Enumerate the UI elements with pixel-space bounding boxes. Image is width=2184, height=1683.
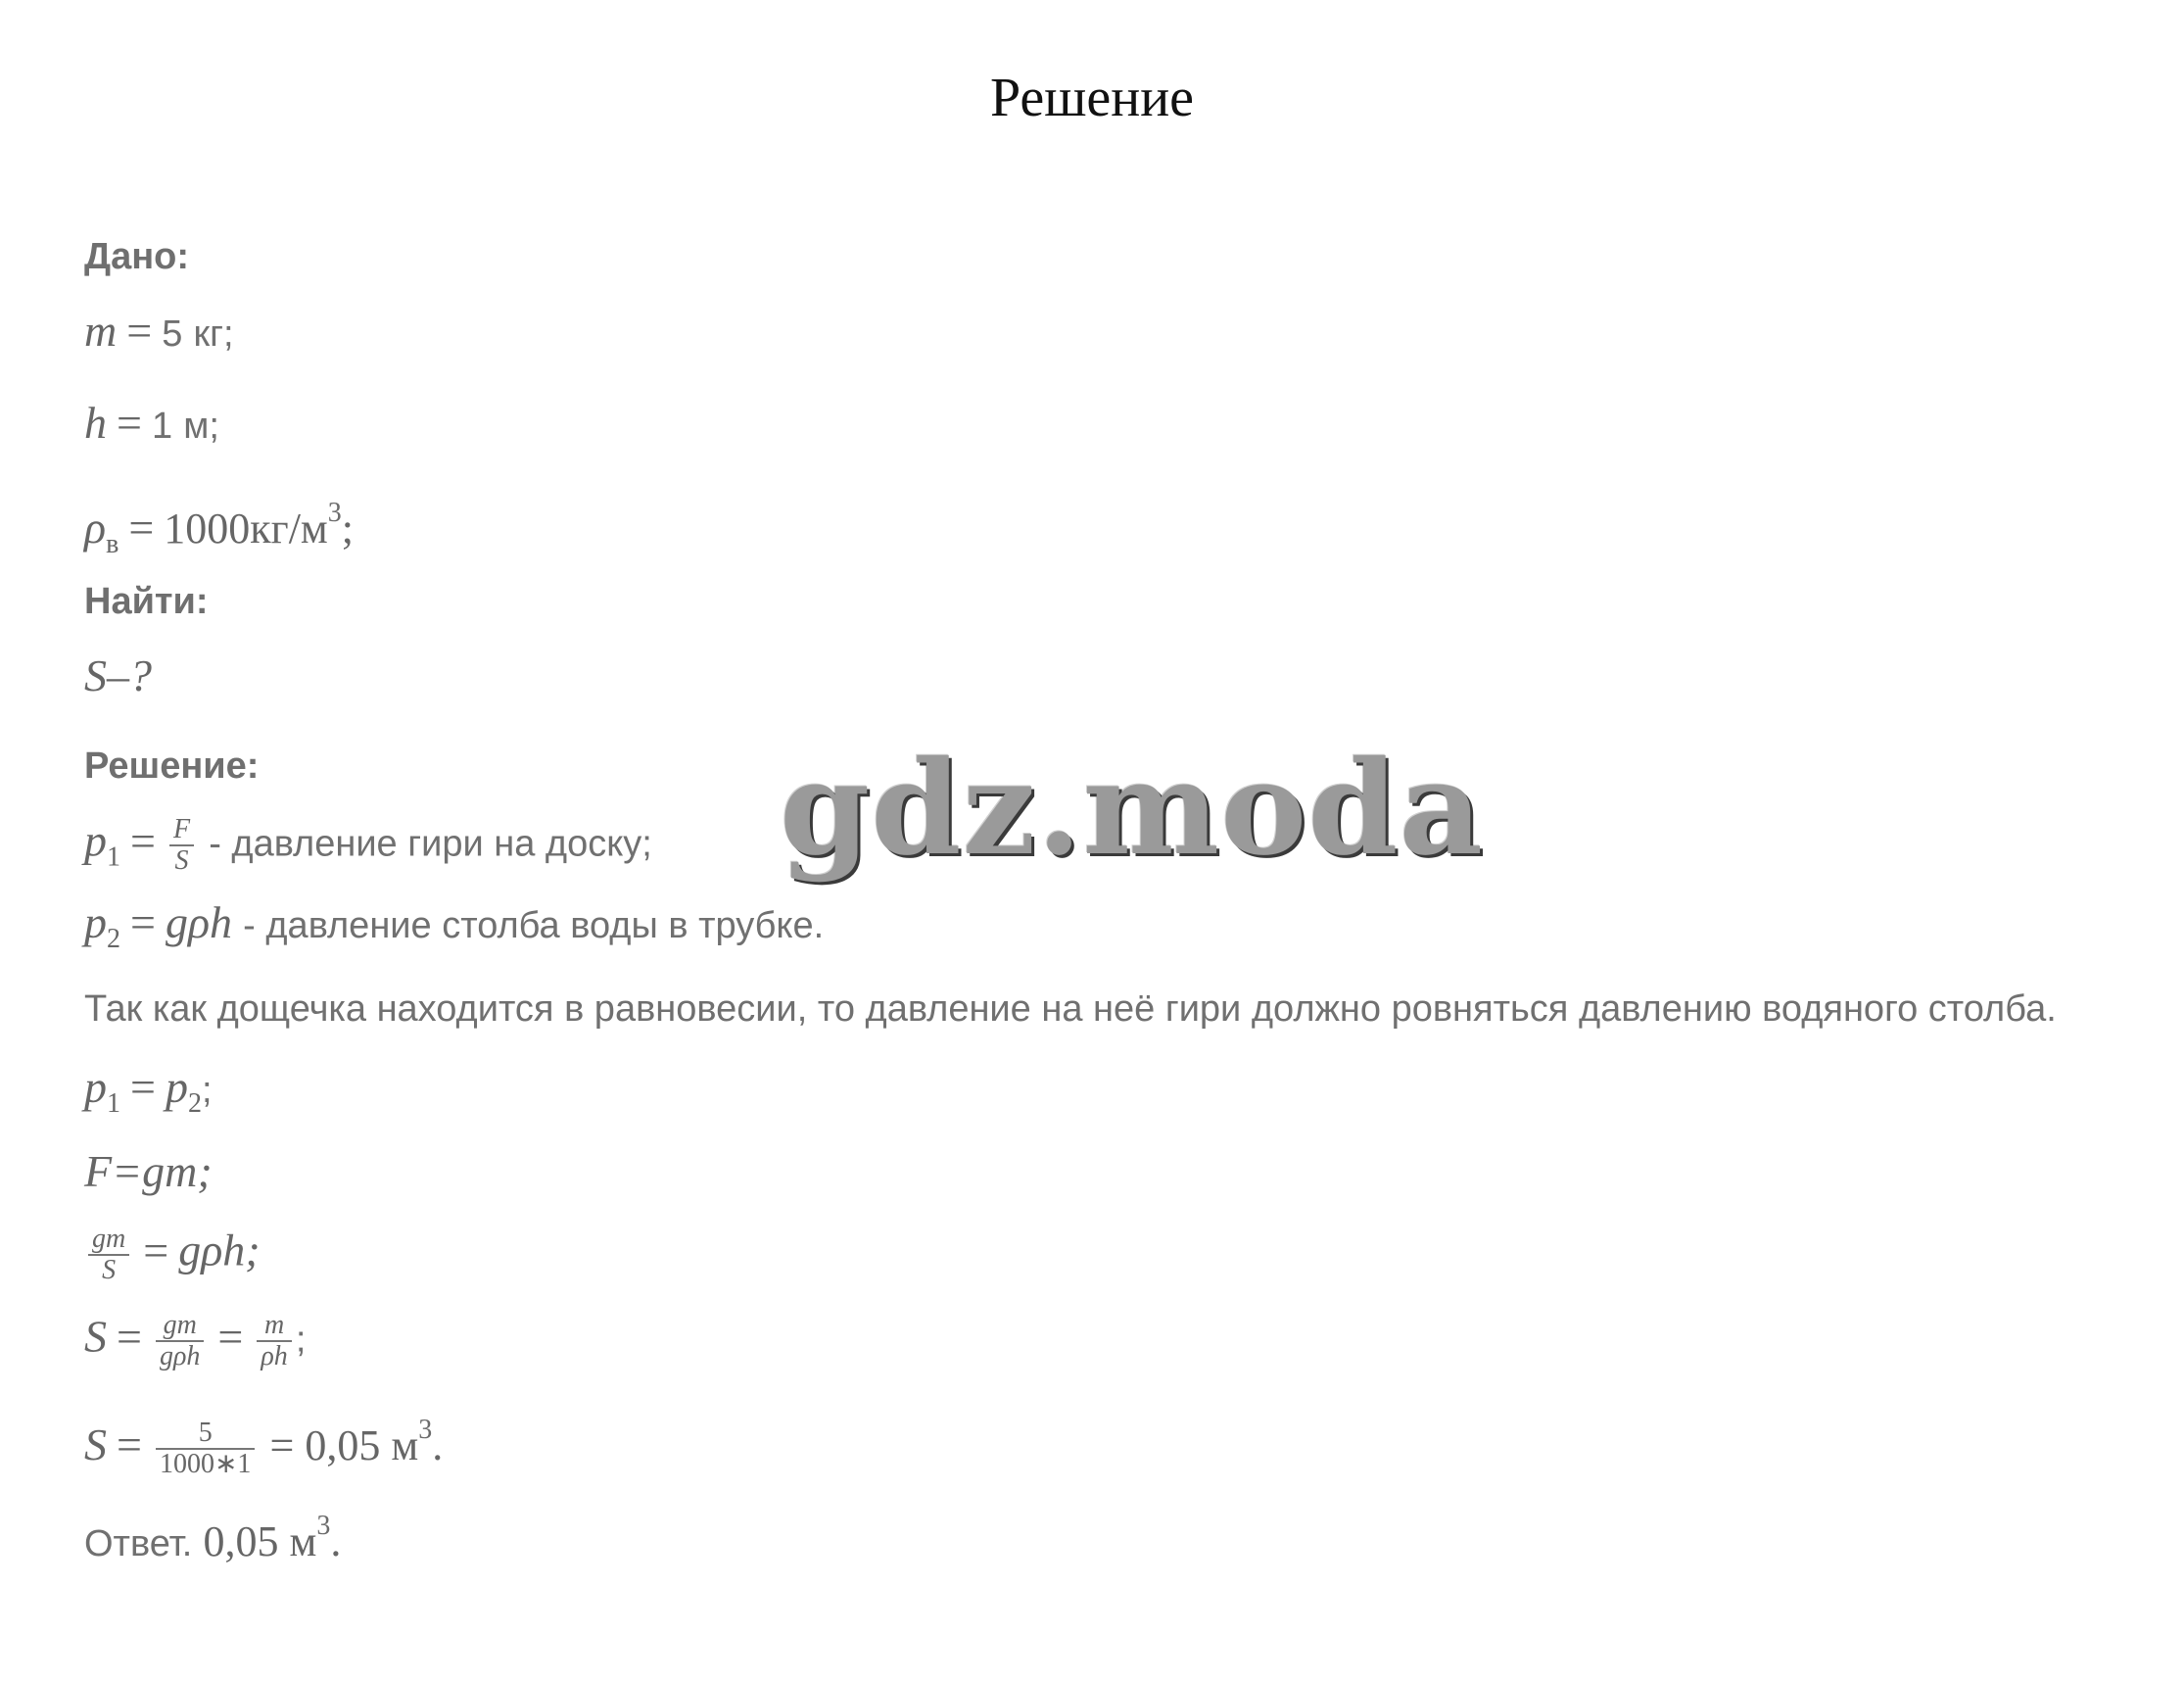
equals-sign: = (126, 306, 153, 356)
density-variable: ρ (84, 503, 107, 553)
eq3-fraction (88, 1225, 129, 1285)
area-formula-line (84, 1311, 306, 1371)
eq4-denominator-2: ρh (261, 1341, 288, 1371)
equals-sign: = (217, 1311, 244, 1362)
eq5-result: = 0,05 м (269, 1421, 419, 1469)
pressure-weight-line (84, 815, 652, 882)
eq5-denominator: 1000∗1 (159, 1449, 252, 1480)
find-expression: S–? (84, 650, 152, 700)
p1-numerator: F (169, 815, 194, 846)
height-unit: м; (183, 406, 219, 447)
pressure-water-line (84, 899, 824, 963)
mass-variable: m (84, 306, 118, 356)
force-equation: F=gm; (84, 1146, 213, 1196)
density-exponent: 3 (327, 498, 342, 528)
density-end: ; (341, 505, 355, 553)
page-title: Решение (989, 68, 1195, 128)
area-calculation-line (84, 1407, 443, 1479)
answer-exponent: 3 (316, 1511, 331, 1541)
p1-variable: p (84, 815, 107, 866)
eq1-right-variable: p (165, 1062, 188, 1112)
solution-label: Решение: (84, 745, 260, 787)
answer-value: 0,05 м (203, 1517, 317, 1565)
eq4-numerator-1: gm (156, 1311, 204, 1342)
height-variable: h (84, 398, 107, 448)
answer-line (84, 1503, 341, 1567)
eq1-right-subscript: 2 (187, 1088, 202, 1119)
density-value: 1000кг/м (164, 505, 328, 553)
eq5-numerator: 5 (156, 1419, 255, 1450)
eq5-fraction (156, 1419, 255, 1479)
force-line (84, 1148, 213, 1197)
eq3-denominator: S (102, 1255, 117, 1285)
equality-line (84, 1064, 213, 1128)
eq1-end: ; (201, 1070, 213, 1111)
given-density-line (84, 490, 354, 568)
eq4-fraction-2 (257, 1311, 291, 1371)
p2-expression: gρh (165, 897, 233, 947)
mass-unit: кг; (193, 313, 234, 355)
p1-fraction (169, 815, 194, 876)
mass-value: 5 (162, 313, 183, 355)
p2-subscript: 2 (107, 924, 120, 954)
p1-denominator: S (174, 845, 189, 876)
find-label: Найти: (84, 581, 209, 622)
eq3-numerator: gm (88, 1225, 129, 1256)
answer-label: Ответ. (84, 1523, 193, 1564)
equals-sign: = (117, 398, 142, 448)
equals-sign: = (143, 1225, 169, 1275)
equals-sign: = (117, 1311, 142, 1362)
eq5-end: . (432, 1421, 444, 1469)
eq5-exponent: 3 (418, 1415, 433, 1445)
given-label: Дано: (84, 236, 190, 277)
eq1-left-subscript: 1 (107, 1088, 120, 1119)
p2-variable: p (84, 897, 107, 947)
equals-sign: = (130, 815, 156, 866)
answer-end: . (330, 1517, 342, 1565)
eq4-lhs: S (84, 1311, 107, 1362)
p1-subscript: 1 (107, 842, 120, 873)
eq4-denominator-1: gρh (159, 1341, 201, 1371)
p1-description: - давление гири на доску; (209, 823, 652, 865)
given-height-line (84, 400, 219, 450)
eq1-left-variable: p (84, 1062, 107, 1112)
density-subscript: в (106, 529, 119, 559)
explanation-text: Так как дощечка находится в равновесии, то давление на неё гири должно ровняться давлению водяного столба. (84, 988, 2057, 1030)
equals-sign: = (128, 503, 155, 553)
balance-line (84, 1225, 261, 1285)
height-value: 1 (151, 406, 173, 447)
eq5-lhs: S (84, 1419, 107, 1469)
equals-sign: = (130, 897, 156, 947)
equals-sign: = (117, 1419, 142, 1469)
equals-sign: = (130, 1062, 156, 1112)
eq3-rhs: gρh; (178, 1225, 261, 1275)
p2-description: - давление столба воды в трубке. (243, 905, 825, 946)
eq4-fraction-1 (156, 1311, 204, 1371)
given-mass-line (84, 308, 234, 358)
watermark-logo: gdz.moda (780, 733, 1485, 885)
eq4-end: ; (295, 1319, 307, 1361)
find-line (84, 652, 152, 701)
eq4-numerator-2: m (257, 1311, 291, 1342)
